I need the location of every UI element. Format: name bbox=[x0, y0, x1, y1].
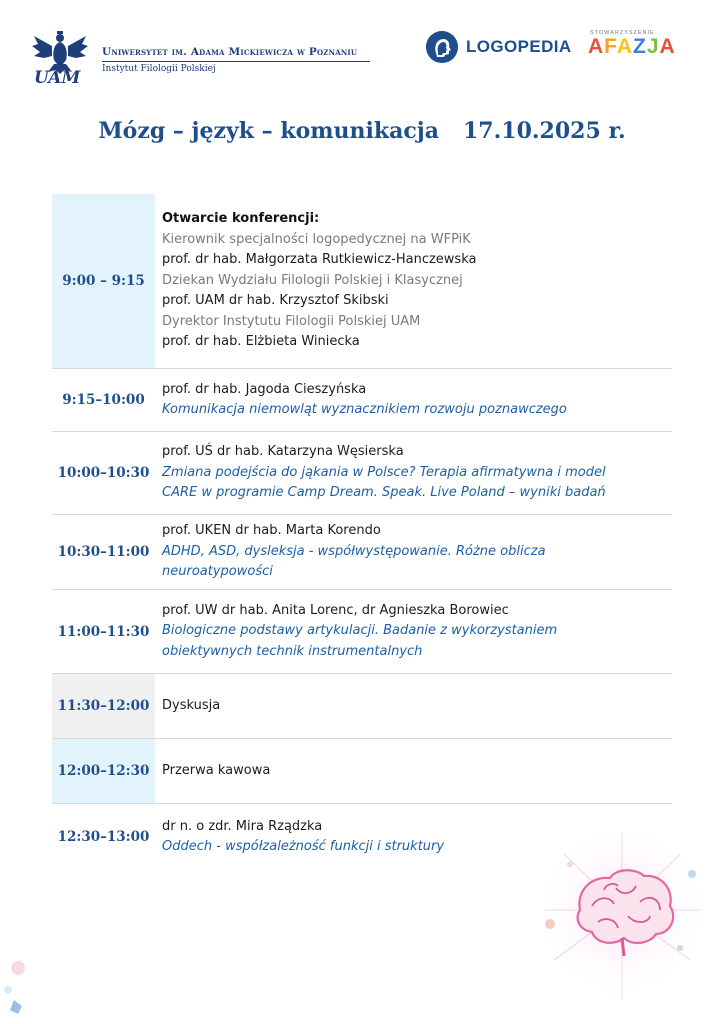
talk-title: obiektywnych technik instrumentalnych bbox=[162, 643, 423, 659]
role-line: Dziekan Wydziału Filologii Polskiej i Klasycznej bbox=[162, 272, 463, 288]
opening-heading: Otwarcie konferencji: bbox=[162, 211, 320, 227]
speaker-line: dr n. o zdr. Mira Rządzka bbox=[162, 818, 323, 834]
schedule-row bbox=[52, 432, 672, 515]
university-block bbox=[102, 46, 370, 74]
plain-entry: Dyskusja bbox=[162, 697, 221, 713]
institute-name: Instytut Filologii Polskiej bbox=[102, 64, 216, 74]
plain-entry: Przerwa kawowa bbox=[162, 762, 271, 778]
brain-illustration-icon bbox=[520, 830, 720, 1020]
afazja-letter: A bbox=[659, 35, 676, 58]
afazja-subtitle: STOWARZYSZENIE bbox=[590, 30, 655, 36]
talk-title: ADHD, ASD, dysleksja - współwystępowanie. Różne oblicza bbox=[162, 543, 546, 559]
schedule-row bbox=[52, 590, 672, 674]
row-content bbox=[155, 194, 672, 368]
afazja-letter: Z bbox=[633, 35, 647, 58]
logopedia-label: LOGOPEDIA bbox=[466, 37, 572, 56]
row-time: 9:15–10:00 bbox=[62, 392, 145, 408]
row-time: 10:30–11:00 bbox=[57, 544, 150, 560]
row-time: 10:00–10:30 bbox=[57, 465, 150, 481]
title-text: Mózg – język – komunikacja bbox=[98, 118, 439, 144]
talk-title: CARE w programie Camp Dream. Speak. Live Poland – wyniki badań bbox=[162, 485, 606, 501]
afazja-wordmark bbox=[588, 35, 688, 59]
page-header bbox=[0, 0, 724, 110]
row-time: 12:30–13:00 bbox=[57, 829, 150, 845]
row-content bbox=[155, 432, 672, 514]
speaker-line: prof. dr hab. Małgorzata Rutkiewicz-Hanczewska bbox=[162, 252, 477, 268]
speaker-line: prof. dr hab. Jagoda Cieszyńska bbox=[162, 381, 367, 397]
decorative-dots-icon bbox=[0, 950, 50, 1024]
row-content bbox=[155, 369, 672, 431]
row-content bbox=[155, 739, 672, 803]
row-time: 11:30–12:00 bbox=[52, 674, 155, 738]
schedule-row bbox=[52, 739, 672, 804]
speaker-line: prof. UŚ dr hab. Katarzyna Węsierska bbox=[162, 444, 404, 460]
talk-title: Komunikacja niemowląt wyznacznikiem rozwoju poznawczego bbox=[162, 402, 567, 417]
speaker-line: prof. dr hab. Elżbieta Winiecka bbox=[162, 334, 360, 350]
schedule-table bbox=[52, 194, 672, 870]
page-title bbox=[0, 118, 724, 144]
speaker-line: prof. UAM dr hab. Krzysztof Skibski bbox=[162, 293, 389, 309]
afazja-letter: J bbox=[646, 35, 660, 58]
row-content bbox=[155, 674, 672, 738]
row-time: 11:00–11:30 bbox=[57, 623, 150, 640]
row-content bbox=[155, 515, 672, 589]
afazja-letter: F bbox=[604, 35, 617, 58]
afazja-letter: A bbox=[588, 35, 605, 58]
talk-title: Biologiczne podstawy artykulacji. Badanie z wykorzystaniem bbox=[162, 623, 558, 639]
row-time: 12:00–12:30 bbox=[52, 739, 155, 803]
afazja-logo bbox=[588, 30, 688, 59]
talk-title: Oddech - współzależność funkcji i struktury bbox=[162, 839, 445, 854]
logopedia-head-icon bbox=[426, 31, 458, 63]
uam-wordmark: UAM bbox=[34, 68, 81, 88]
row-time: 9:00 – 9:15 bbox=[52, 194, 155, 368]
schedule-row bbox=[52, 515, 672, 590]
schedule-row bbox=[52, 369, 672, 432]
speaker-line: prof. UW dr hab. Anita Lorenc, dr Agnieszka Borowiec bbox=[162, 602, 509, 618]
row-content bbox=[155, 590, 672, 673]
talk-title: Zmiana podejścia do jąkania w Polsce? Terapia afirmatywna i model bbox=[162, 464, 606, 480]
university-name: Uniwersytet im. Adama Mickiewicza w Poznaniu bbox=[102, 46, 370, 62]
logopedia-logo bbox=[426, 30, 572, 64]
schedule-row bbox=[52, 674, 672, 739]
title-date: 17.10.2025 r. bbox=[463, 118, 626, 144]
talk-title: neuroatypowości bbox=[162, 564, 273, 580]
speaker-line: prof. UKEN dr hab. Marta Korendo bbox=[162, 523, 381, 539]
schedule-row bbox=[52, 194, 672, 369]
role-line: Kierownik specjalności logopedycznej na WFPiK bbox=[162, 231, 471, 247]
afazja-letter: A bbox=[616, 35, 634, 58]
role-line: Dyrektor Instytutu Filologii Polskiej UAM bbox=[162, 313, 421, 329]
